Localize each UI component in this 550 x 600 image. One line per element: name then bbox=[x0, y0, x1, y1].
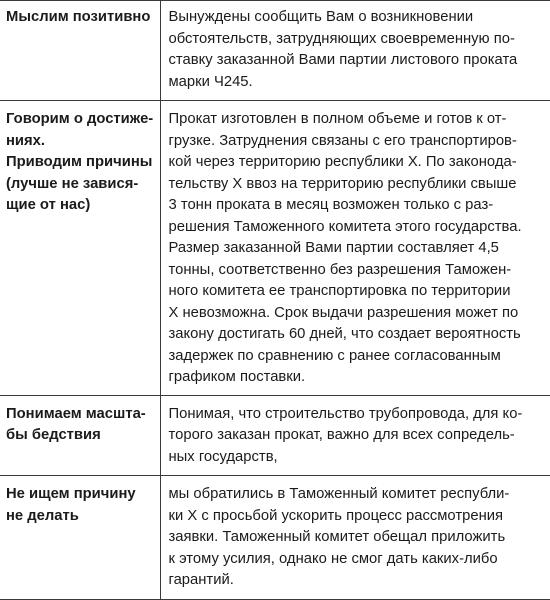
example-line: тонны, соответственно без разрешения Таможен- bbox=[168, 261, 512, 278]
example-line: тельству Х ввоз на территорию республики свыше bbox=[168, 175, 517, 192]
example-line: Прокат изготовлен в полном объеме и готов к от- bbox=[168, 111, 507, 127]
example-line: Вынуждены сообщить Вам о возникновении bbox=[168, 9, 474, 25]
principle-cell bbox=[0, 476, 160, 600]
principle-line: Приводим причины bbox=[6, 154, 153, 170]
example-line: ных государств, bbox=[168, 448, 278, 465]
example-line: ного комитета ее транспортировка по территории bbox=[168, 283, 511, 299]
example-line: Понимая, что строительство трубопровода, для ко- bbox=[168, 405, 523, 422]
example-line: ки Х с просьбой ускорить процесс рассмотрения bbox=[168, 507, 504, 524]
example-line: закону достигать 60 дней, что создает вероятность bbox=[168, 326, 521, 342]
table-row bbox=[0, 476, 550, 600]
example-text-cell bbox=[160, 476, 550, 600]
principle-line: Мыслим позитивно bbox=[6, 9, 151, 25]
principle-cell bbox=[0, 1, 160, 101]
example-line: грузке. Затруднения связаны с его транспортиров- bbox=[168, 132, 517, 149]
example-text-cell bbox=[160, 1, 550, 101]
principle-line: (лучше не завися- bbox=[6, 175, 139, 192]
example-line: к этому усилия, однако не смог дать каких-либо bbox=[168, 550, 498, 567]
principle-cell bbox=[0, 101, 160, 396]
example-line: обстоятельств, затрудняющих своевременную по- bbox=[168, 30, 515, 47]
example-line: гарантий. bbox=[168, 572, 234, 588]
principle-line: бы бедствия bbox=[6, 427, 101, 443]
principle-cell bbox=[0, 395, 160, 476]
example-text-cell bbox=[160, 101, 550, 396]
example-line: графиком поставки. bbox=[168, 369, 306, 385]
table-row bbox=[0, 1, 550, 101]
principle-line: щие от нас) bbox=[6, 197, 91, 213]
example-line: 3 тонн проката в месяц возможен только с раз- bbox=[168, 197, 494, 213]
principle-line: не делать bbox=[6, 507, 79, 524]
example-line: торого заказан прокат, важно для всех сопредель- bbox=[168, 427, 515, 443]
example-line: Х невозможна. Срок выдачи разрешения может по bbox=[168, 304, 519, 321]
principle-line: Говорим о достиже- bbox=[6, 111, 154, 127]
example-line: задержек по сравнению с ранее согласованным bbox=[168, 347, 501, 364]
example-line: Размер заказанной Вами партии составляет 4,5 bbox=[168, 240, 499, 256]
example-line: марки Ч245. bbox=[168, 73, 253, 90]
principle-line: Не ищем причину bbox=[6, 486, 136, 502]
principle-line: ниях. bbox=[6, 132, 46, 149]
example-line: заявки. Таможенный комитет обещал приложить bbox=[168, 529, 506, 545]
table-row bbox=[0, 395, 550, 476]
example-line: мы обратились в Таможенный комитет республи- bbox=[168, 486, 510, 502]
table-row bbox=[0, 101, 550, 396]
example-line: ставку заказанной Вами партии листового проката bbox=[168, 52, 518, 68]
principle-line: Понимаем масшта- bbox=[6, 405, 146, 422]
example-text-cell bbox=[160, 395, 550, 476]
example-line: кой через территорию республики Х. По законода- bbox=[168, 154, 517, 170]
example-line: решения Таможенного комитета этого государства. bbox=[168, 218, 522, 235]
